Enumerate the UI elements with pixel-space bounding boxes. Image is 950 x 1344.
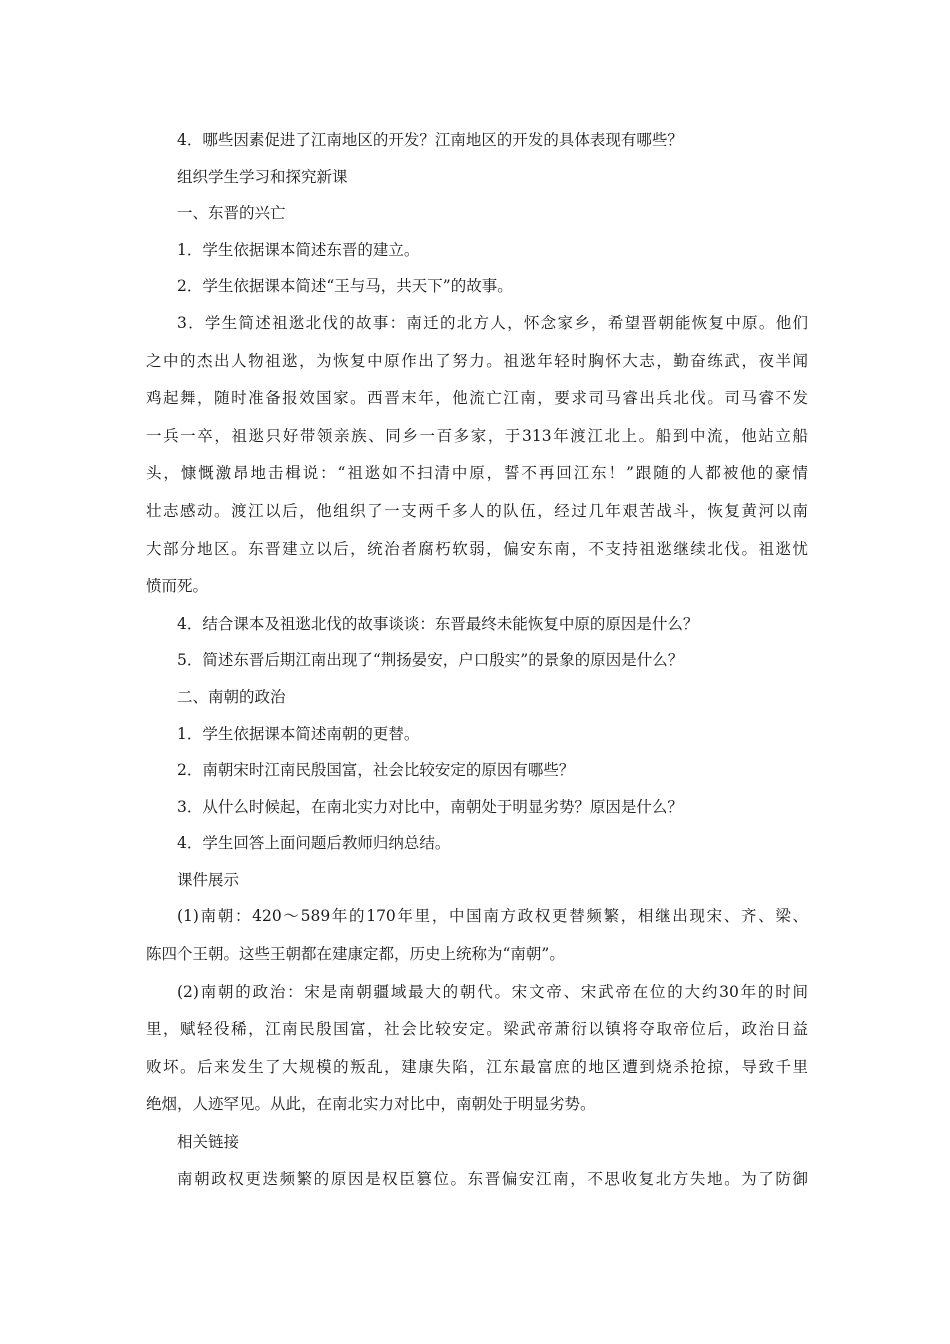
section-2-item-4: 4．学生回答上面问题后教师归纳总结。 bbox=[177, 834, 451, 853]
paragraph-line: 大部分地区。东晋建立以后，统治者腐朽软弱，偏安东南，不支持祖逖继续北伐。祖逖忧 bbox=[146, 539, 808, 558]
section-2-item-3: 3．从什么时候起，在南北实力对比中，南朝处于明显劣势？原因是什么？ bbox=[177, 797, 683, 816]
related-link-text bbox=[146, 1161, 808, 1198]
document-page bbox=[146, 122, 808, 1197]
section-2-heading: 二、南朝的政治 bbox=[177, 687, 286, 706]
paragraph-line: 壮志感动。渡江以后，他组织了一支两千多人的队伍，经过几年艰苦战斗，恢复黄河以南 bbox=[146, 501, 808, 520]
south-politics-paragraph bbox=[146, 974, 808, 1124]
paragraph-line: (1)南朝：420～589年的170年里，中国南方政权更替频繁，相继出现宋、齐、梁、 bbox=[177, 907, 808, 926]
section-1-item-5: 5．简述东晋后期江南出现了“荆扬晏安，户口殷实”的景象的原因是什么？ bbox=[177, 651, 684, 670]
zuti-story-paragraph bbox=[146, 305, 808, 606]
paragraph-line: 头，慷慨激昂地击楫说：“祖逖如不扫清中原，誓不再回江东！”跟随的人都被他的豪情 bbox=[146, 464, 808, 483]
section-1-item-1: 1．学生依据课本简述东晋的建立。 bbox=[177, 240, 420, 259]
related-link-heading: 相关链接 bbox=[177, 1133, 240, 1152]
paragraph-line: 愤而死。 bbox=[146, 577, 209, 596]
question-4-intro: 4．哪些因素促进了江南地区的开发？江南地区的开发的具体表现有哪些？ bbox=[177, 131, 683, 149]
section-1-heading: 一、东晋的兴亡 bbox=[177, 204, 286, 223]
section-1-item-2: 2．学生依据课本简述“王与马，共天下”的故事。 bbox=[177, 277, 513, 296]
paragraph-line: 之中的杰出人物祖逖，为恢复中原作出了努力。祖逖年轻时胸怀大志，勤奋练武，夜半闻 bbox=[146, 351, 808, 370]
courseware-heading: 课件展示 bbox=[177, 870, 240, 889]
paragraph-line: 绝烟，人迹罕见。从此，在南北实力对比中，南朝处于明显劣势。 bbox=[146, 1095, 596, 1114]
paragraph-line: 鸡起舞，随时准备报效国家。西晋末年，他流亡江南，要求司马睿出兵北伐。司马睿不发 bbox=[146, 389, 808, 408]
paragraph-line: 一兵一卒，祖逖只好带领亲族、同乡一百多家，于313年渡江北上。船到中流，他站立船 bbox=[146, 426, 808, 445]
section-2-item-1: 1．学生依据课本简述南朝的更替。 bbox=[177, 724, 420, 743]
paragraph-line: 陈四个王朝。这些王朝都在建康定都，历史上统称为“南朝”。 bbox=[146, 945, 565, 964]
section-2-item-2: 2．南朝宋时江南民殷国富，社会比较安定的原因有哪些？ bbox=[177, 761, 575, 780]
section-1-item-4: 4．结合课本及祖逖北伐的故事谈谈：东晋最终未能恢复中原的原因是什么？ bbox=[177, 614, 699, 633]
organize-heading: 组织学生学习和探究新课 bbox=[177, 167, 348, 186]
paragraph-line: (2)南朝的政治：宋是南朝疆域最大的朝代。宋文帝、宋武帝在位的大约30年的时间 bbox=[177, 982, 808, 1001]
paragraph-line: 南朝政权更迭频繁的原因是权臣篡位。东晋偏安江南，不思收复北方失地。为了防御 bbox=[177, 1169, 808, 1188]
paragraph-line: 里，赋轻役稀，江南民殷国富，社会比较安定。梁武帝萧衍以镇将夺取帝位后，政治日益 bbox=[146, 1020, 808, 1039]
paragraph-line: 3．学生简述祖逖北伐的故事：南迁的北方人，怀念家乡，希望晋朝能恢复中原。他们 bbox=[177, 313, 808, 332]
south-dynasties-paragraph bbox=[146, 898, 808, 973]
paragraph-line: 败坏。后来发生了大规模的叛乱，建康失陷，江东最富庶的地区遭到烧杀抢掠，导致千里 bbox=[146, 1057, 808, 1076]
